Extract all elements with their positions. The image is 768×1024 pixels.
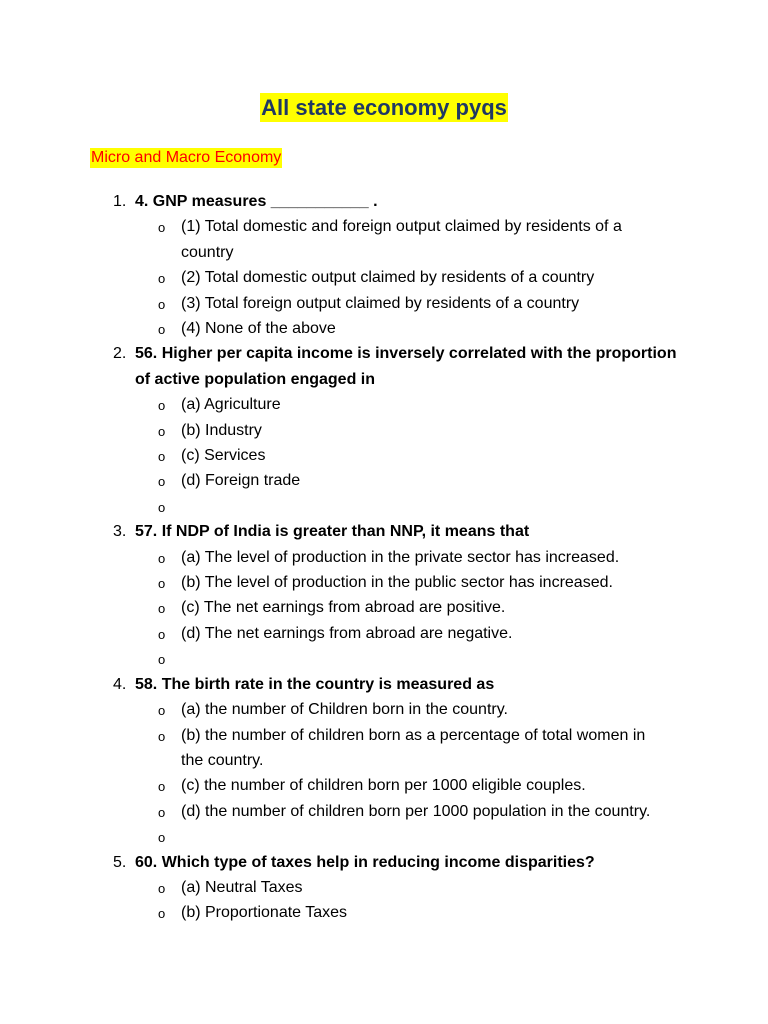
option-item	[135, 875, 661, 900]
option-text: (b) Proportionate Taxes	[181, 904, 348, 922]
bullet-icon: o	[158, 499, 166, 515]
bullet-icon: o	[158, 804, 166, 820]
option-item	[135, 291, 661, 316]
option-item	[135, 265, 661, 290]
option-list	[135, 214, 768, 341]
option-item	[135, 494, 661, 519]
bullet-icon: o	[158, 626, 166, 642]
option-text: (1) Total domestic and foreign output claimed by residents of a country	[181, 218, 622, 261]
bullet-icon: o	[158, 474, 166, 490]
option-item	[135, 824, 661, 849]
question-text: 56. Higher per capita income is inversely correlated with the proportion of active population engaged in	[135, 345, 677, 388]
bullet-icon: o	[158, 703, 166, 719]
question-item	[0, 341, 768, 519]
bullet-icon: o	[158, 322, 166, 338]
option-item	[135, 418, 661, 443]
option-list	[135, 697, 768, 849]
option-text: (a) the number of Children born in the country.	[181, 701, 508, 719]
bullet-icon: o	[158, 830, 166, 846]
question-number: 4.	[113, 675, 127, 693]
option-item	[135, 621, 661, 646]
option-text: (b) the number of children born as a percentage of total women in the country.	[181, 726, 646, 769]
question-number: 3.	[113, 523, 127, 541]
option-item	[135, 468, 661, 493]
bullet-icon: o	[158, 576, 166, 592]
option-text: (c) The net earnings from abroad are positive.	[181, 599, 506, 617]
option-item	[135, 545, 661, 570]
option-text: (2) Total domestic output claimed by residents of a country	[181, 269, 595, 287]
option-list	[135, 875, 768, 926]
option-item	[135, 773, 661, 798]
option-text: (a) Agriculture	[181, 396, 281, 414]
option-list	[135, 392, 768, 519]
question-text: 60. Which type of taxes help in reducing income disparities?	[135, 853, 595, 871]
bullet-icon: o	[158, 449, 166, 465]
question-list	[0, 189, 768, 926]
option-item	[135, 214, 661, 265]
bullet-icon: o	[158, 880, 166, 896]
bullet-icon: o	[158, 423, 166, 439]
option-text: (c) the number of children born per 1000 eligible couples.	[181, 777, 586, 795]
option-text: (d) the number of children born per 1000 population in the country.	[181, 802, 651, 820]
question-text: 4. GNP measures ___________ .	[135, 193, 378, 210]
option-item	[135, 595, 661, 620]
title-wrap	[0, 93, 768, 122]
option-text: (3) Total foreign output claimed by residents of a country	[181, 294, 580, 312]
option-item	[135, 799, 661, 824]
option-text: (b) Industry	[181, 421, 262, 439]
option-item	[135, 570, 661, 595]
option-text: (c) Services	[181, 447, 266, 465]
bullet-icon: o	[158, 398, 166, 414]
question-text: 58. The birth rate in the country is measured as	[135, 675, 495, 693]
option-text: (a) Neutral Taxes	[181, 878, 303, 896]
bullet-icon: o	[158, 906, 166, 922]
option-list	[135, 545, 768, 672]
question-number: 5.	[113, 853, 127, 871]
bullet-icon: o	[158, 271, 166, 287]
option-item	[135, 392, 661, 417]
section-heading: Micro and Macro Economy	[91, 149, 282, 166]
bullet-icon: o	[158, 728, 166, 744]
document-title: All state economy pyqs	[261, 95, 507, 120]
option-text: (d) The net earnings from abroad are negative.	[181, 624, 513, 642]
bullet-icon: o	[158, 550, 166, 566]
option-text: (a) The level of production in the private sector has increased.	[181, 548, 620, 566]
question-item	[0, 672, 768, 850]
option-text: (4) None of the above	[181, 320, 336, 338]
question-item	[0, 519, 768, 671]
question-number: 1.	[113, 193, 127, 210]
option-item	[135, 900, 661, 925]
option-item	[135, 316, 661, 341]
bullet-icon: o	[158, 652, 166, 668]
option-item	[135, 723, 661, 774]
option-text: (b) The level of production in the public sector has increased.	[181, 574, 613, 592]
option-item	[135, 697, 661, 722]
question-number: 2.	[113, 345, 127, 363]
bullet-icon: o	[158, 779, 166, 795]
question-text: 57. If NDP of India is greater than NNP, it means that	[135, 523, 530, 541]
question-item	[0, 189, 768, 341]
bullet-icon: o	[158, 296, 166, 312]
option-item	[135, 443, 661, 468]
option-item	[135, 646, 661, 671]
bullet-icon: o	[158, 601, 166, 617]
bullet-icon: o	[158, 220, 166, 236]
question-item	[0, 850, 768, 926]
option-text: (d) Foreign trade	[181, 472, 301, 490]
